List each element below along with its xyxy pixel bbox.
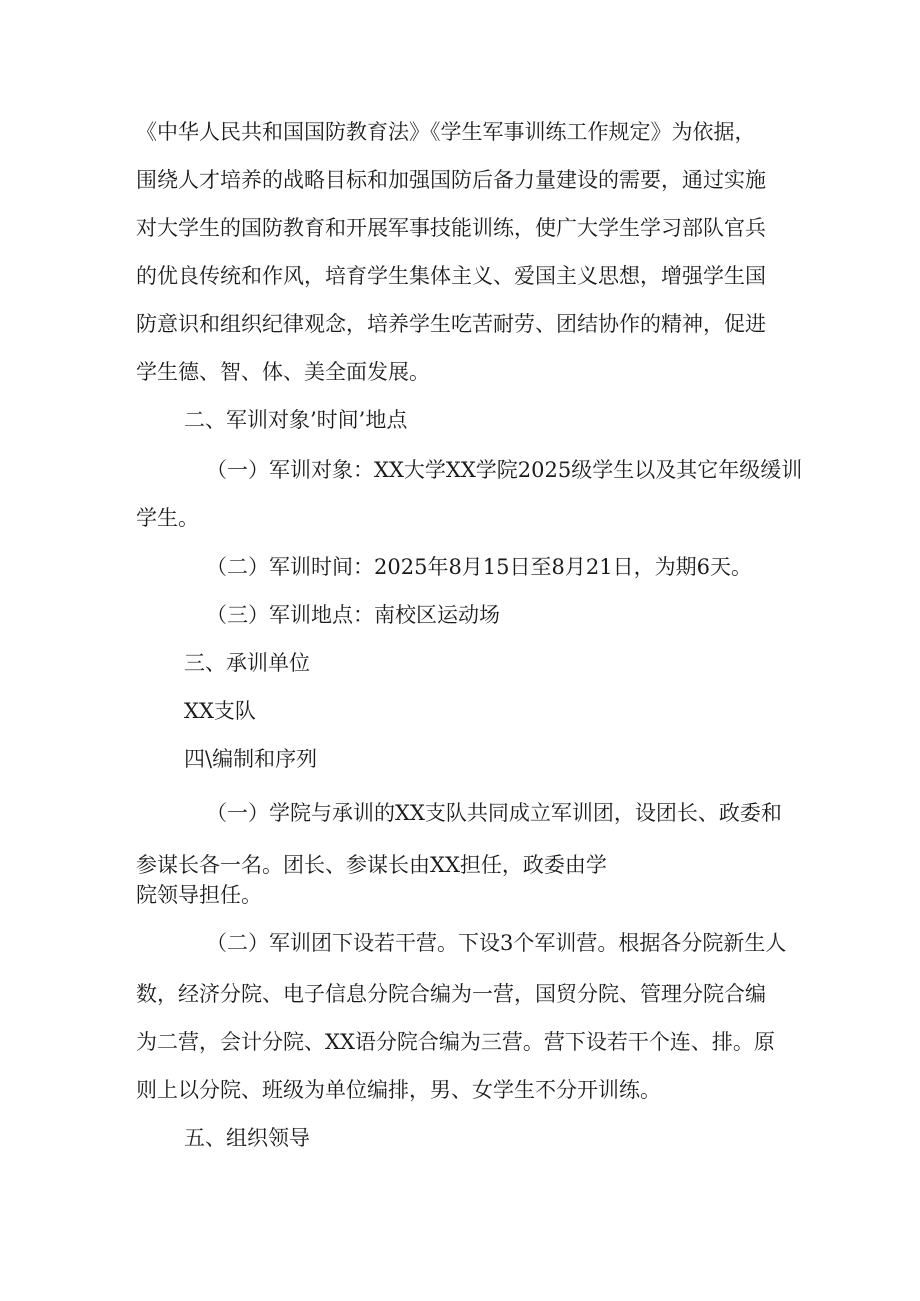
paragraph-line: 则上以分院、班级为单位编排，男、女学生不分开训练。 bbox=[136, 1078, 661, 1102]
paragraph-line: 对大学生的国防教育和开展军事技能训练，使广大学生学习部队官兵 bbox=[136, 216, 766, 240]
paragraph-line: 学生。 bbox=[136, 506, 199, 530]
section-heading-4: 四\编制和序列 bbox=[184, 747, 318, 771]
subsection-line: （一）军训对象：XX大学XX学院2025级学生以及其它年级缓训 bbox=[206, 458, 803, 482]
subsection-line: （三）军训地点：南校区运动场 bbox=[206, 603, 500, 627]
paragraph-line: 参谋长各一名。团长、参谋长由XX担任，政委由学 bbox=[136, 853, 607, 877]
subsection-line: （二）军训时间：2025年8月15日至8月21日，为期6天。 bbox=[206, 555, 752, 579]
subsection-line: （二）军训团下设若干营。下设3个军训营。根据各分院新生人 bbox=[206, 931, 787, 955]
paragraph-line: 围绕人才培养的战略目标和加强国防后备力量建设的需要，通过实施 bbox=[136, 168, 766, 192]
paragraph-line: 为二营，会计分院、XX语分院合编为三营。营下设若干个连、排。原 bbox=[136, 1030, 775, 1054]
paragraph-line: 《中华人民共和国国防教育法》《学生军事训练工作规定》为依据， bbox=[136, 120, 756, 144]
paragraph-line: 院领导担任。 bbox=[136, 883, 262, 907]
section-heading-5: 五、组织领导 bbox=[184, 1126, 310, 1150]
paragraph-line: 学生德、智、体、美全面发展。 bbox=[136, 360, 430, 384]
section-heading-2: 二、军训对象’时间’地点 bbox=[184, 408, 408, 432]
paragraph-line: XX支队 bbox=[184, 699, 256, 723]
paragraph-line: 的优良传统和作风，培育学生集体主义、爱国主义思想，增强学生国 bbox=[136, 264, 766, 288]
paragraph-line: 防意识和组织纪律观念，培养学生吃苦耐劳、团结协作的精神，促进 bbox=[136, 312, 766, 336]
subsection-line: （一）学院与承训的XX支队共同成立军训团，设团长、政委和 bbox=[206, 801, 782, 825]
section-heading-3: 三、承训单位 bbox=[184, 651, 310, 675]
paragraph-line: 数，经济分院、电子信息分院合编为一营，国贸分院、管理分院合编 bbox=[136, 982, 766, 1006]
